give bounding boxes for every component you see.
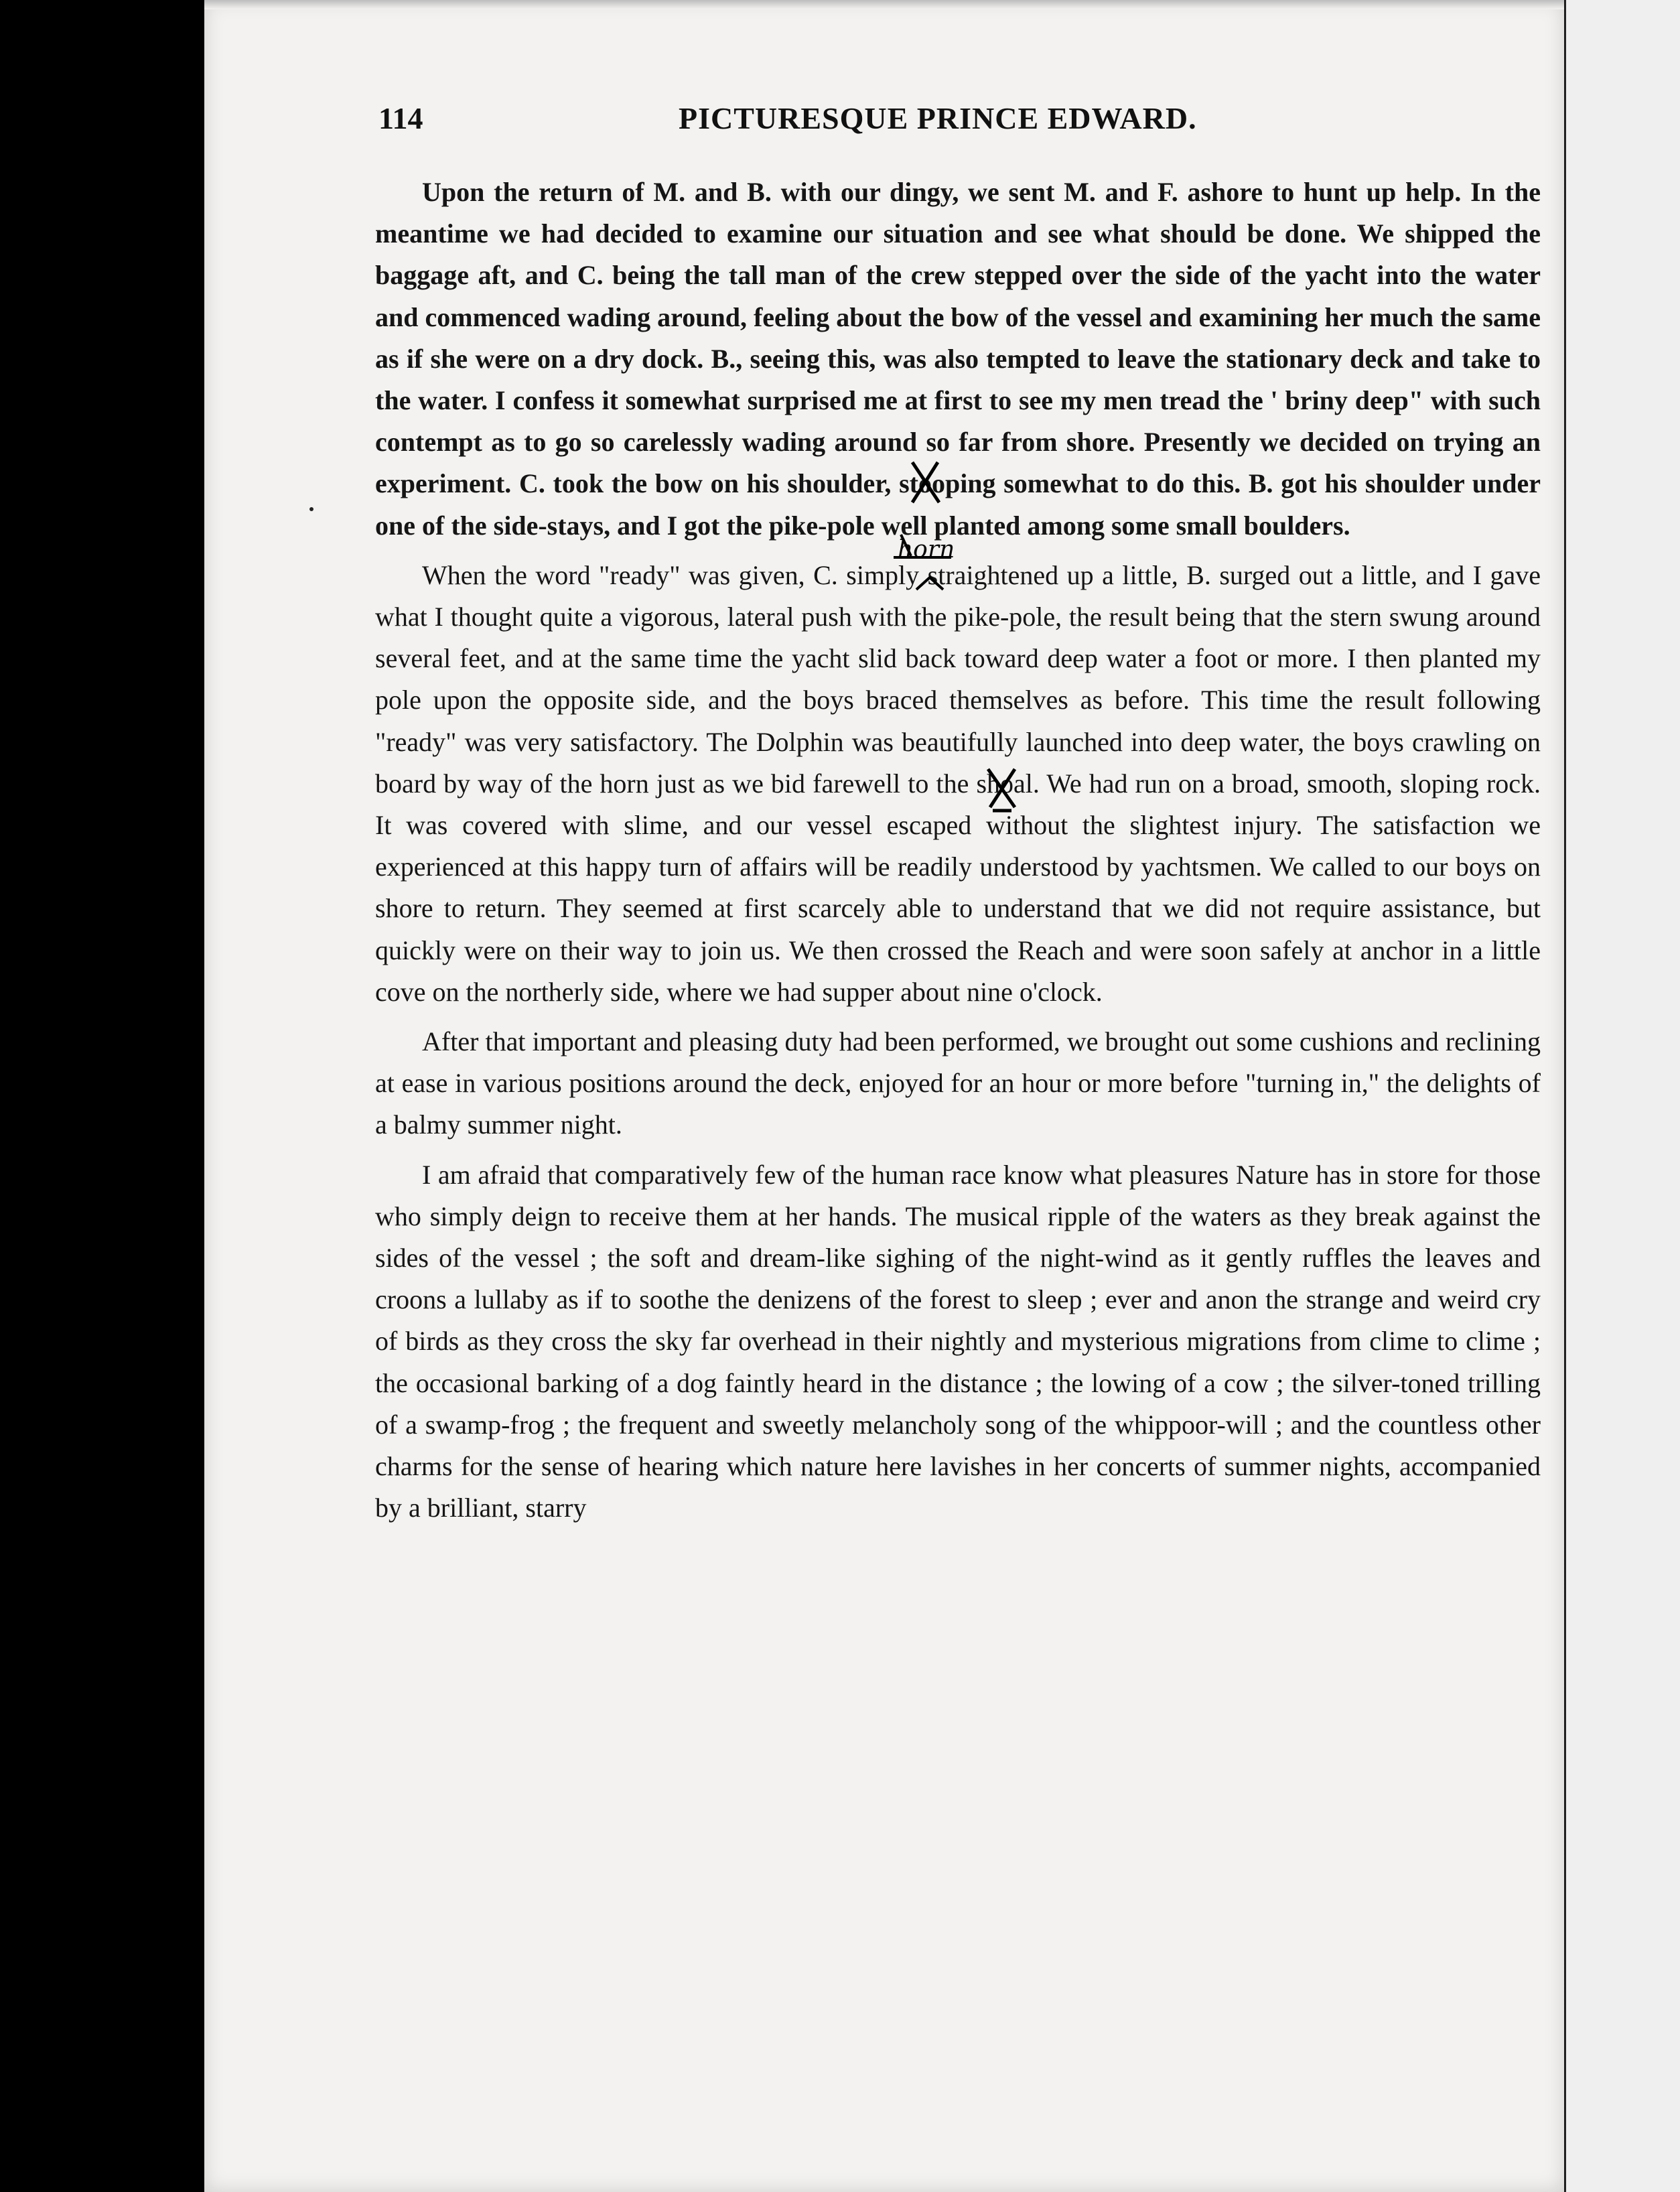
paragraph-2: When the word "ready" was given, C. simply straightened up a little, B. surged out a little, and I gave what I thought quite a vigorous, lateral push with the pike-pole, the result being that the stern swung around several feet, and at the same time the yacht slid back toward deep water a foot or more. I then planted my pole upon the opposite side, and the boys braced themselves as before. This time the result following "ready" was very satisfactory. The Dolphin was beautifully launched into deep water, the boys crawling on board by way of the horn just as we bid farewell to the shoal. We had run on a broad, smooth, sloping rock. It was covered with slime, and our vessel escaped without the slightest injury. The satisfaction we experienced at this happy turn of affairs will be readily understood by yachtsmen. We called to our boys on shore to return. They seemed at first scarcely able to understand that we did not require assistance, but quickly were on their way to join us. We then crossed the Reach and were soon safely at anchor in a little cove on the northerly side, where we had supper about nine o'clock. <box>375 559 1541 1007</box>
handwritten-correction-horn: horn <box>898 536 955 563</box>
paragraph-1: Upon the return of M. and B. with our dingy, we sent M. and F. ashore to hunt up help. In the meantime we had decided to examine our situation and see what should be done. We shipped the baggage aft, and C. being the tall man of the crew stepped over the side of the yacht into the water and commenced wading around, feeling about the bow of the vessel and examining her much the same as if she were on a dry dock. B., seeing this, was also tempted to leave the stationary deck and take to the water. I confess it somewhat surprised me at first to see my men tread the ' briny deep" with such contempt as to go so carelessly wading around so far from shore. Presently we decided on trying an experiment. C. took the bow on his shoulder, stooping somewhat to do this. B. got his shoulder under one of the side-stays, and I got the pike-pole well planted among some small boulders. <box>375 177 1541 541</box>
strike-tread <box>912 462 939 502</box>
paragraph-3: After that important and pleasing duty had been performed, we brought out some cushions and reclining at ease in various positions around the deck, enjoyed for an hour or more before "turning in," the delights of a balmy summer night. <box>375 1026 1541 1140</box>
paragraph-4: I am afraid that comparatively few of the human race know what pleasures Nature has in store for those who simply deign to receive them at her hands. The musical ripple of the waters as they break against the sides of the vessel ; the soft and dream-like sighing of the night-wind as it gently ruffles the leaves and croons a lullaby as if to soothe the denizens of the forest to sleep ; ever and anon the strange and weird cry of birds as they cross the sky far overhead in their nightly and mysterious migrations from clime to clime ; the occasional barking of a dog faintly heard in the distance ; the lowing of a cow ; the silver-toned trilling of a swamp-frog ; the frequent and sweetly melancholy song of the whippoor-will ; and the countless other charms for the sense of hearing which nature here lavishes in her concerts of summer nights, accompanied by a brilliant, starry <box>375 1159 1541 1523</box>
strike-stern <box>988 769 1015 811</box>
caret-horn <box>894 557 951 590</box>
page-number: 114 <box>378 101 423 135</box>
running-head: PICTURESQUE PRINCE EDWARD. <box>679 101 1197 135</box>
stroke-so-far <box>901 535 911 556</box>
